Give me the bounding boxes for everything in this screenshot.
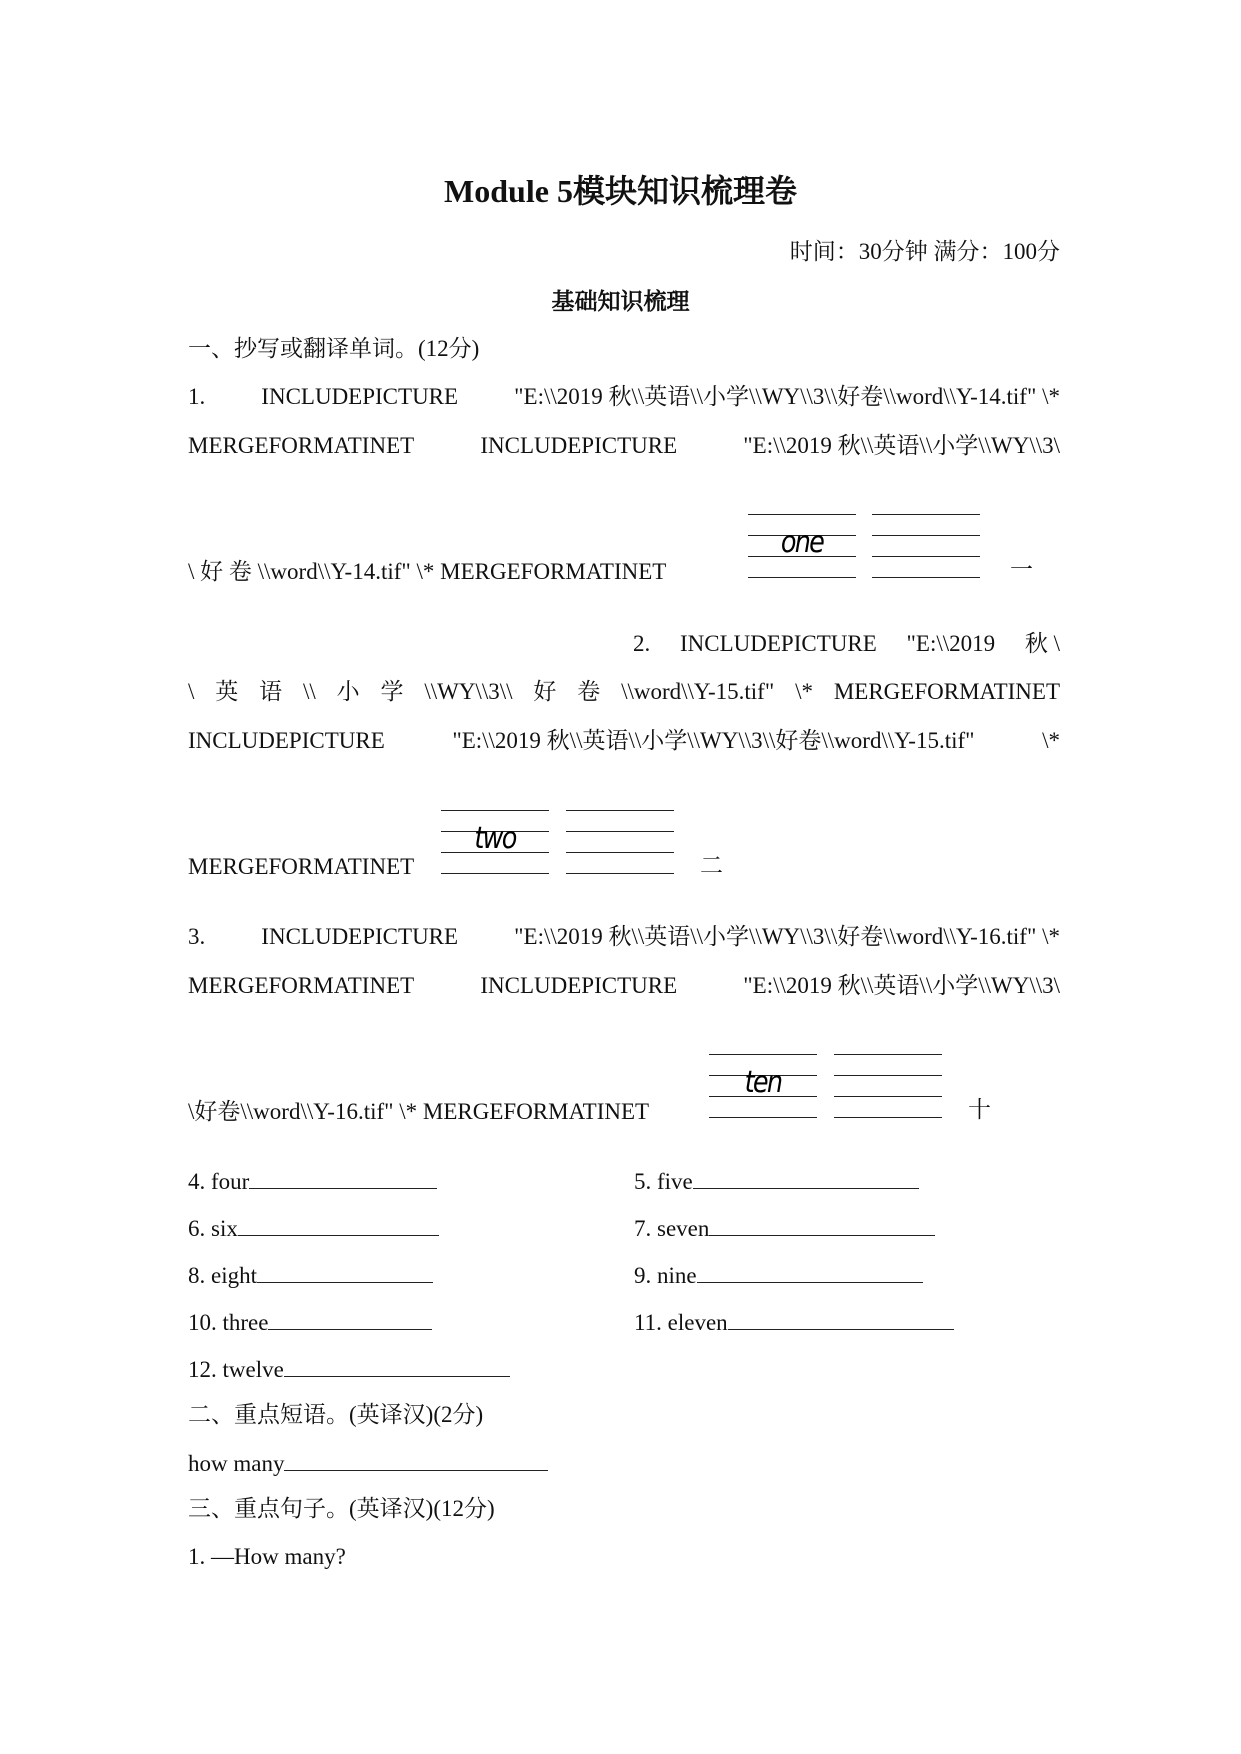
word-item xyxy=(634,1260,923,1290)
item1-line3: \ 好 卷 \\word\\Y-14.tif" \* MERGEFORMATINET xyxy=(188,559,667,584)
answer-blank[interactable] xyxy=(257,1260,433,1283)
answer-blank[interactable] xyxy=(728,1307,954,1330)
field-code: INCLUDEPICTURE xyxy=(480,433,678,458)
exam-meta: 时间：30分钟 满分：100分 xyxy=(789,239,1060,264)
item3-line2 xyxy=(188,972,1060,1000)
section2-heading: 二、重点短语。(英译汉)(2分) xyxy=(188,1402,484,1427)
field-path: 英 xyxy=(215,679,239,704)
item2-number: 2. xyxy=(633,631,651,656)
field-path: \\WY\\3\\ xyxy=(424,679,513,704)
word-item xyxy=(188,1213,439,1243)
field-code: \* xyxy=(795,679,813,704)
item2-line1 xyxy=(633,630,1060,658)
field-path: \\ xyxy=(302,679,316,704)
field-code: \* xyxy=(1042,728,1060,753)
word-label: 10. three xyxy=(188,1310,269,1335)
phrase-item xyxy=(188,1448,548,1478)
field-path: 学 xyxy=(380,679,404,704)
sentence-item: 1. —How many? xyxy=(188,1544,346,1569)
phrase-label: how many xyxy=(188,1451,285,1476)
field-path: "E:\\2019 秋\\英语\\小学\\WY\\3\\好卷\\word\\Y-14.tif" \* xyxy=(514,384,1060,409)
field-code: MERGEFORMATINET xyxy=(833,679,1060,704)
word-label: 11. eleven xyxy=(634,1310,728,1335)
word-label: 5. five xyxy=(634,1169,693,1194)
writing-grid-blank[interactable] xyxy=(834,1054,942,1120)
item1-meaning: 一 xyxy=(1010,557,1033,582)
writing-grid-answer xyxy=(748,514,856,580)
section3-heading: 三、重点句子。(英译汉)(12分) xyxy=(188,1496,495,1521)
field-path: "E:\\2019 秋\\英语\\小学\\WY\\3\\好卷\\word\\Y-16.tif" \* xyxy=(514,924,1060,949)
field-path: 卷 xyxy=(577,679,601,704)
field-path: 好 xyxy=(533,679,557,704)
answer-blank[interactable] xyxy=(284,1448,548,1471)
writing-grid-blank[interactable] xyxy=(872,514,980,580)
field-path: \ xyxy=(188,679,195,704)
field-path: "E:\\2019 xyxy=(906,631,996,656)
field-code: INCLUDEPICTURE xyxy=(480,973,678,998)
field-code: INCLUDEPICTURE xyxy=(188,728,385,753)
field-code: MERGEFORMATINET xyxy=(188,973,415,998)
field-path: "E:\\2019 秋\\英语\\小学\\WY\\3\ xyxy=(743,973,1060,998)
item2-line2 xyxy=(188,678,1060,706)
word-item xyxy=(188,1260,433,1290)
field-code: INCLUDEPICTURE xyxy=(261,924,459,949)
section-subtitle: 基础知识梳理 xyxy=(551,289,690,314)
page-title: Module 5模块知识梳理卷 xyxy=(444,173,797,209)
field-code: INCLUDEPICTURE xyxy=(261,384,459,409)
item2-meaning: 二 xyxy=(700,853,723,878)
item2-line4: MERGEFORMATINET xyxy=(188,854,415,879)
item1-line2 xyxy=(188,432,1060,460)
item3-line1 xyxy=(188,923,1060,951)
answer-blank[interactable] xyxy=(249,1166,437,1189)
word-item xyxy=(188,1354,510,1384)
field-path: 语 xyxy=(259,679,283,704)
answer-blank[interactable] xyxy=(697,1260,923,1283)
handwritten-word: one xyxy=(780,525,824,560)
item2-line3 xyxy=(188,727,1060,755)
item3-number: 3. xyxy=(188,924,206,949)
word-label: 12. twelve xyxy=(188,1357,284,1382)
word-item xyxy=(188,1307,432,1337)
handwritten-word: ten xyxy=(744,1065,782,1100)
word-label: 7. seven xyxy=(634,1216,710,1241)
section1-heading: 一、抄写或翻译单词。(12分) xyxy=(188,336,480,361)
writing-grid-answer xyxy=(709,1054,817,1120)
answer-blank[interactable] xyxy=(268,1307,432,1330)
field-path: "E:\\2019 秋\\英语\\小学\\WY\\3\ xyxy=(743,433,1060,458)
word-label: 9. nine xyxy=(634,1263,697,1288)
word-label: 8. eight xyxy=(188,1263,257,1288)
writing-grid-answer xyxy=(441,810,549,876)
answer-blank[interactable] xyxy=(238,1213,439,1236)
answer-blank[interactable] xyxy=(693,1166,919,1189)
field-code: INCLUDEPICTURE xyxy=(679,631,877,656)
writing-grid-blank[interactable] xyxy=(566,810,674,876)
word-item xyxy=(634,1213,935,1243)
word-item xyxy=(188,1166,437,1196)
word-item xyxy=(634,1307,954,1337)
handwritten-word: two xyxy=(474,821,516,856)
field-path: 秋 \ xyxy=(1024,631,1060,656)
field-code: MERGEFORMATINET xyxy=(188,433,415,458)
item3-meaning: 十 xyxy=(968,1097,991,1122)
word-label: 4. four xyxy=(188,1169,250,1194)
field-path: 小 xyxy=(336,679,360,704)
answer-blank[interactable] xyxy=(284,1354,510,1377)
field-path: "E:\\2019 秋\\英语\\小学\\WY\\3\\好卷\\word\\Y-15.tif" xyxy=(452,728,975,753)
item1-number: 1. xyxy=(188,384,206,409)
item1-line1 xyxy=(188,383,1060,411)
item3-line3: \好卷\\word\\Y-16.tif" \* MERGEFORMATINET xyxy=(188,1099,650,1124)
word-item xyxy=(634,1166,919,1196)
word-label: 6. six xyxy=(188,1216,238,1241)
answer-blank[interactable] xyxy=(709,1213,935,1236)
field-path: \\word\\Y-15.tif" xyxy=(621,679,775,704)
